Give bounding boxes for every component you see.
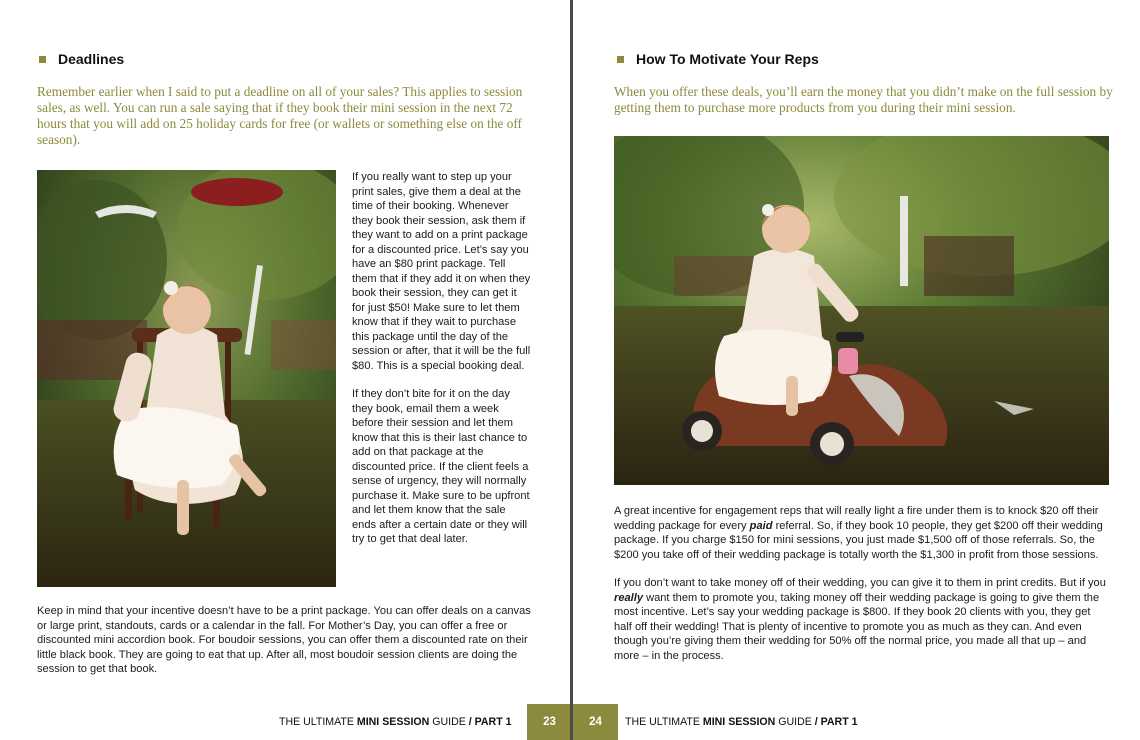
column-paragraph: If you really want to step up your print sales, give them a deal at the time of their booking. Whenever they book their session, ask them if they want to add on a print package for a discounted price. Let’s say you have an $80 print package. Tell them that if they add it on when they book their session, they can get it for just $50! Make sure to let them know that if they wait to purchase this package until the day of the session or after, that it will be the full $80. This is a special booking deal.	[352, 171, 531, 372]
paragraph: If you don’t want to take money off of their wedding, you can give it to them in print credits. But if you really want them to promote you, taking money off their wedding package is going to give them the most incentive. Let’s say your wedding package is $800. If they book 20 clients with you, they get half off their wedding! That is plenty of incentive to promote you as much as they can. And even though you’re giving them their wedding for 50% off the normal price, you made all that up – and more – in the process.	[614, 577, 1106, 662]
square-bullet-icon	[617, 56, 624, 63]
section-heading	[39, 51, 124, 67]
photo-illustration	[37, 170, 336, 587]
photo-illustration	[614, 136, 1109, 485]
intro-paragraph: Remember earlier when I said to put a deadline on all of your sales? This applies to session sales, as well. You can run a sale saying that if they book their mini session in the next 72 hours that you will add on 25 holiday cards for free (or wallets or something else on the off season).	[37, 84, 523, 147]
footer-title: THE ULTIMATE MINI SESSION GUIDE / PART 1	[279, 716, 512, 728]
intro-paragraph: When you offer these deals, you’ll earn the money that you didn’t make on the full session by getting them to purchase more products from you during their mini session.	[614, 84, 1113, 115]
heading-text: Deadlines	[58, 51, 125, 67]
column-paragraph: If they don’t bite for it on the day they book, email them a week before their session and let them know that this is their last chance to add on that package at the discounted price. If the client feels a sense of urgency, they will normally purchase it. Make sure to be upfront and let them know that the sale ends after a certain date or they will try to get that deal later.	[352, 388, 530, 545]
heading-text: How To Motivate Your Reps	[636, 51, 819, 67]
bottom-paragraph: Keep in mind that your incentive doesn’t have to be a print package. You can offer deals on a canvas or large print, standouts, cards or a calendar in the fall. For Mother’s Day, you can offer a free or discounted mini accordion book. For boudoir sessions, you can offer them a discounted rate on their little black book. They are going to eat that up. After all, most boudoir session clients are doing the session to get that book.	[37, 605, 531, 675]
square-bullet-icon	[39, 56, 46, 63]
page-number: 23	[527, 704, 572, 740]
right-column-text	[352, 170, 532, 547]
paragraph: A great incentive for engagement reps that will really light a fire under them is to knock $20 off their wedding package for every paid referral. So, if they book 10 people, they get $200 off their wedding package. If you charge $150 for mini sessions, you just made $1,500 off of those referrals. So, the $200 you take off of their wedding package is totally worth the $1,300 in profit from those sessions.	[614, 505, 1103, 561]
section-heading	[617, 51, 819, 67]
girl-on-toy-car-photo	[614, 136, 1109, 485]
footer-title: THE ULTIMATE MINI SESSION GUIDE / PART 1	[625, 716, 858, 728]
motivation-text	[614, 504, 1110, 663]
right-page	[573, 0, 1140, 740]
girl-on-chair-photo	[37, 170, 336, 587]
page-number: 24	[573, 704, 618, 740]
